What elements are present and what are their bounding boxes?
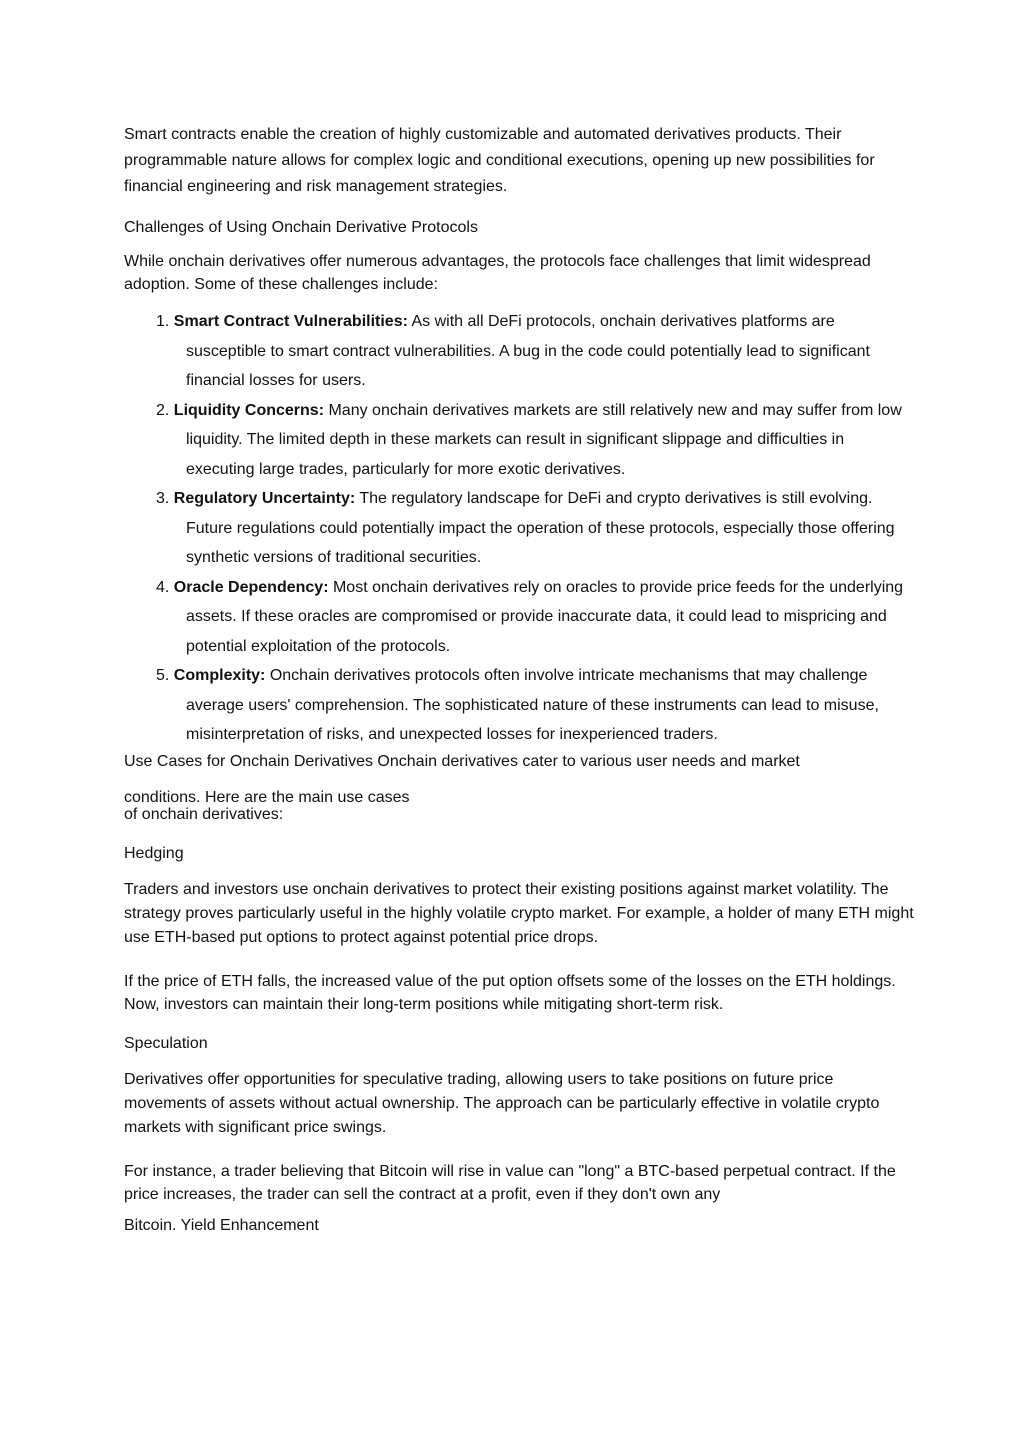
challenges-list bbox=[124, 307, 914, 750]
list-item-title: Liquidity Concerns: bbox=[173, 401, 325, 419]
hedging-paragraph-1: Traders and investors use onchain derivatives to protect their existing positions against market volatility. The strategy proves particularly useful in the highly volatile crypto market. For example, a holder of many ETH might use ETH-based put options to protect against potential price drops. bbox=[124, 880, 914, 946]
list-item-text: The regulatory landscape for DeFi and crypto derivatives is still evolving. Future regulations could potentially impact the operation of these protocols, especially those offering synthetic versions of traditional securities. bbox=[186, 490, 895, 566]
list-item bbox=[124, 573, 914, 662]
document-page bbox=[124, 122, 914, 1237]
list-item-number: 2. bbox=[156, 401, 170, 419]
hedging-heading: Hedging bbox=[124, 844, 184, 862]
list-item-text: Onchain derivatives protocols often involve intricate mechanisms that may challenge average users' comprehension. The sophisticated nature of these instruments can lead to misuse, misinterpretation of risks, and unexpected losses for inexperienced traders. bbox=[186, 667, 879, 743]
list-item-number: 3. bbox=[156, 490, 170, 507]
challenges-heading: Challenges of Using Onchain Derivative Protocols bbox=[124, 219, 478, 236]
use-cases-line-1: Use Cases for Onchain Derivatives Onchain derivatives cater to various user needs and market bbox=[124, 752, 800, 770]
use-cases-paragraph bbox=[124, 750, 914, 823]
list-item bbox=[124, 307, 914, 396]
list-item-number: 5. bbox=[156, 667, 170, 684]
hedging-paragraph-2: If the price of ETH falls, the increased value of the put option offsets some of the losses on the ETH holdings. Now, investors can maintain their long-term positions while mitigating short-term risk. bbox=[124, 972, 896, 1013]
speculation-paragraph-2: For instance, a trader believing that Bitcoin will rise in value can "long" a BTC-based perpetual contract. If the price increases, the trader can sell the contract at a profit, even if they don't own any bbox=[124, 1162, 896, 1203]
list-item-title: Regulatory Uncertainty: bbox=[173, 490, 356, 507]
use-cases-line-3: of onchain derivatives: bbox=[124, 805, 284, 823]
list-item-number: 1. bbox=[156, 313, 170, 330]
list-item bbox=[124, 484, 914, 573]
list-item bbox=[124, 396, 914, 485]
list-item-text: Most onchain derivatives rely on oracles to provide price feeds for the underlying assets. If these oracles are compromised or provide inaccurate data, it could lead to mispricing and potential exploitation of the protocols. bbox=[186, 578, 904, 655]
challenges-intro-paragraph: While onchain derivatives offer numerous advantages, the protocols face challenges that limit widespread adoption. Some of these challenges include: bbox=[124, 253, 871, 293]
list-item-title: Smart Contract Vulnerabilities: bbox=[173, 313, 408, 330]
list-item-title: Complexity: bbox=[173, 667, 266, 684]
use-cases-line-2: conditions. Here are the main use cases bbox=[124, 788, 410, 806]
list-item bbox=[124, 661, 914, 750]
list-item-number: 4. bbox=[156, 578, 170, 596]
list-item-title: Oracle Dependency: bbox=[173, 578, 329, 596]
speculation-heading: Speculation bbox=[124, 1034, 208, 1052]
speculation-paragraph-1: Derivatives offer opportunities for speculative trading, allowing users to take positions on future price movements of assets without actual ownership. The approach can be particularly effective in volatile crypto markets with significant price swings. bbox=[124, 1070, 880, 1136]
list-item-text: As with all DeFi protocols, onchain derivatives platforms are susceptible to smart contract vulnerabilities. A bug in the code could potentially lead to significant financial losses for users. bbox=[186, 313, 870, 389]
speculation-paragraph-3: Bitcoin. Yield Enhancement bbox=[124, 1216, 319, 1234]
list-item-text: Many onchain derivatives markets are still relatively new and may suffer from low liquidity. The limited depth in these markets can result in significant slippage and difficulties in executing large trades, particularly for more exotic derivatives. bbox=[186, 401, 902, 478]
intro-paragraph: Smart contracts enable the creation of highly customizable and automated derivatives products. Their programmable nature allows for complex logic and conditional executions, opening up new possibilities for financial engineering and risk management strategies. bbox=[124, 126, 875, 195]
